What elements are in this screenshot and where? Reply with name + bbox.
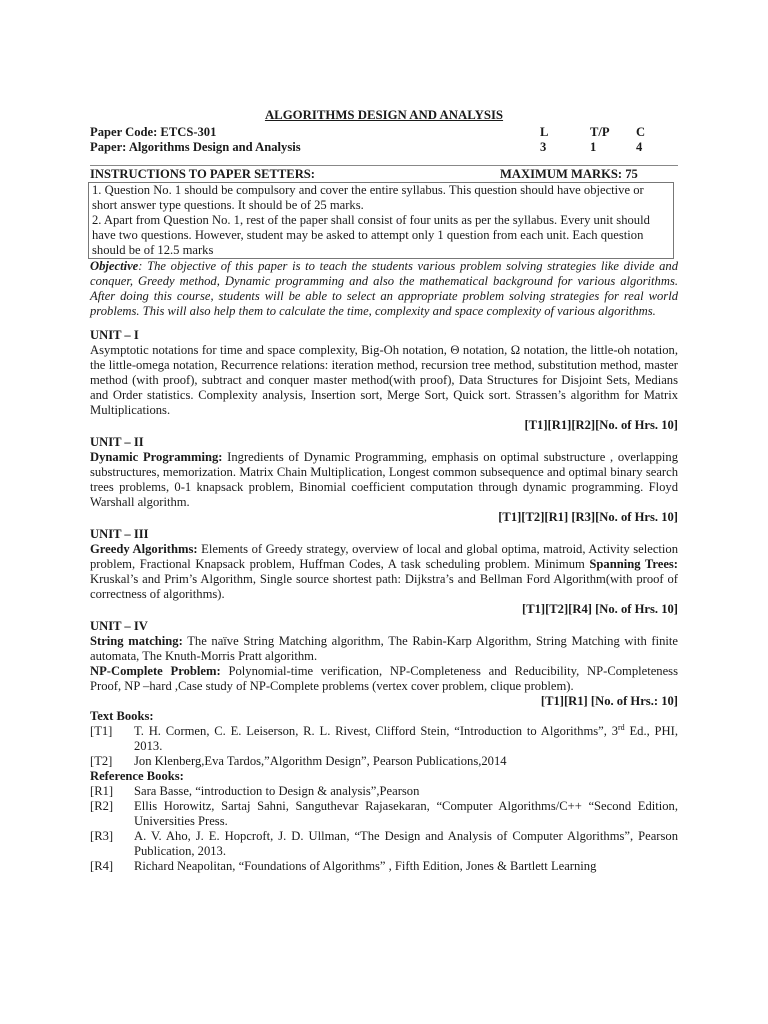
paper-code: Paper Code: ETCS-301 — [90, 125, 217, 139]
text-book-t1-text: T. H. Cormen, C. E. Leiserson, R. L. Rivest, Clifford Stein, “Introduction to Algorithms”, 3 — [134, 724, 618, 738]
unit-3-topic-2: Spanning Trees: — [589, 557, 679, 571]
instructions-heading: INSTRUCTIONS TO PAPER SETTERS: — [90, 167, 316, 181]
text-book-t2 — [90, 754, 678, 769]
reference-entry: Sara Basse, “introduction to Design & analysis”,Pearson — [134, 784, 420, 798]
text-books-heading: Text Books: — [90, 709, 154, 723]
paper-code-row — [90, 125, 678, 140]
reference-tag: [R3] — [90, 829, 114, 843]
col-l-value: 3 — [540, 140, 547, 154]
objective-text: : The objective of this paper is to teach the students various problem solving strategies like divide and conquer, Greedy method, Dynamic programming and also the mathematical background for various algorithms. After doing this course, students will be able to select an appropriate problem solving strategies for real world problems. This will also help them to calculate the time, complexity and space complexity of various algorithms. — [90, 259, 678, 318]
paper-name-row — [90, 140, 678, 155]
col-tp-value: 1 — [590, 140, 597, 154]
unit-4-body-b: Polynomial-time verification, NP-Completeness and Reducibility, NP-Completeness Proof, NP –hard ,Case study of NP-Complete problems (vertex cover problem, clique problem). — [90, 664, 678, 693]
unit-3-body-b: Kruskal’s and Prim’s Algorithm, Single source shortest path: Dijkstra’s and Bellman Ford Algorithm(with proof of correctness of algorithms). — [90, 572, 678, 601]
text-book-entry: Jon Klenberg,Eva Tardos,”Algorithm Design”, Pearson Publications,2014 — [134, 754, 507, 768]
reference-book-r3 — [90, 829, 678, 859]
unit-4-topic-a: String matching: — [90, 634, 183, 648]
objective-label: Objective — [90, 259, 139, 273]
document-title: ALGORITHMS DESIGN AND ANALYSIS — [264, 108, 504, 122]
unit-1-hours: [T1][R1][R2][No. of Hrs. 10] — [524, 418, 678, 432]
text-book-tag: [T2] — [90, 754, 113, 768]
syllabus-content — [90, 108, 678, 874]
unit-4-topic-b: NP-Complete Problem: — [90, 664, 221, 678]
reference-tag: [R1] — [90, 784, 114, 798]
unit-3-hours: [T1][T2][R4] [No. of Hrs. 10] — [522, 602, 678, 616]
text-book-entry — [134, 724, 678, 754]
instructions-box — [88, 182, 674, 259]
paper-name: Paper: Algorithms Design and Analysis — [90, 140, 301, 154]
text-book-tag: [T1] — [90, 724, 113, 738]
reference-tag: [R4] — [90, 859, 114, 873]
unit-4-hours: [T1][R1] [No. of Hrs.: 10] — [540, 694, 678, 708]
unit-1-text: Asymptotic notations for time and space complexity, Big-Oh notation, Θ notation, Ω notation, the little-oh notation, the little-omega notation, Recurrence relations: iteration method, recursion tree method, substitution method, master method (with proof), subtract and conquer master method(with proof), Data Structures for Disjoint Sets, Medians and Order statistics. Complexity analysis, Insertion sort, Merge Sort, Quick sort. Strassen’s algorithm for Matrix Multiplications. — [90, 343, 678, 417]
reference-entry: Richard Neapolitan, “Foundations of Algorithms” , Fifth Edition, Jones & Bartlett Learning — [134, 859, 597, 873]
text-book-t1 — [90, 724, 678, 754]
col-l-label: L — [540, 125, 549, 139]
unit-1-heading: UNIT – I — [90, 328, 139, 342]
unit-3-topic: Greedy Algorithms: — [90, 542, 198, 556]
maximum-marks: MAXIMUM MARKS: 75 — [500, 167, 638, 181]
unit-4-heading: UNIT – IV — [90, 619, 148, 633]
instruction-item-2: 2. Apart from Question No. 1, rest of the paper shall consist of four units as per the syllabus. Every unit should have two questions. However, student may be asked to attempt only 1 question from each unit. Each question should be of 12.5 marks — [92, 213, 650, 257]
reference-entry: A. V. Aho, J. E. Hopcroft, J. D. Ullman, “The Design and Analysis of Computer Algorithms”, Pearson Publication, 2013. — [134, 829, 678, 858]
instructions-header — [90, 166, 678, 182]
instructions-section — [90, 165, 678, 259]
col-tp-label: T/P — [590, 125, 610, 139]
unit-3-body-a: Elements of Greedy strategy, overview of local and global optima, matroid, Activity selection problem, Fractional Knapsack problem, Huffman Codes, A task scheduling problem. Minimum — [90, 542, 679, 571]
unit-2-topic: Dynamic Programming: — [90, 450, 223, 464]
unit-3-heading: UNIT – III — [90, 527, 149, 541]
unit-2-text — [90, 450, 678, 510]
text-book-t1-sup: rd — [618, 722, 625, 732]
reference-books-heading: Reference Books: — [90, 769, 184, 783]
col-c-value: 4 — [636, 140, 643, 154]
reference-entry: Ellis Horowitz, Sartaj Sahni, Sanguthevar Rajasekaran, “Computer Algorithms/C++ “Second Edition, Universities Press. — [134, 799, 678, 828]
unit-4-text-a — [90, 634, 678, 664]
unit-2-heading: UNIT – II — [90, 435, 144, 449]
unit-2-body: Ingredients of Dynamic Programming, emphasis on optimal substructure , overlapping substructures, memorization. Matrix Chain Multiplication, Longest common subsequence and optimal binary search trees problems, 0-1 knapsack problem, Binomial coefficient computation through dynamic programming. Floyd Warshall algorithm. — [90, 450, 678, 509]
unit-3-text — [90, 542, 678, 602]
reference-book-r1 — [90, 784, 678, 799]
col-c-label: C — [636, 125, 646, 139]
unit-4-body-a: The naïve String Matching algorithm, The Rabin-Karp Algorithm, String Matching with finite automata, The Knuth-Morris Pratt algorithm. — [90, 634, 678, 663]
unit-2-hours: [T1][T2][R1] [R3][No. of Hrs. 10] — [498, 510, 678, 524]
reference-book-r2 — [90, 799, 678, 829]
reference-tag: [R2] — [90, 799, 114, 813]
instruction-item-1: 1. Question No. 1 should be compulsory and cover the entire syllabus. This question should have objective or short answer type questions. It should be of 25 marks. — [92, 183, 644, 212]
reference-book-r4 — [90, 859, 678, 874]
objective-paragraph — [90, 259, 678, 319]
unit-4-text-b — [90, 664, 678, 694]
text-book-t1-text-end: Ed., PHI, 2013. — [134, 724, 678, 753]
